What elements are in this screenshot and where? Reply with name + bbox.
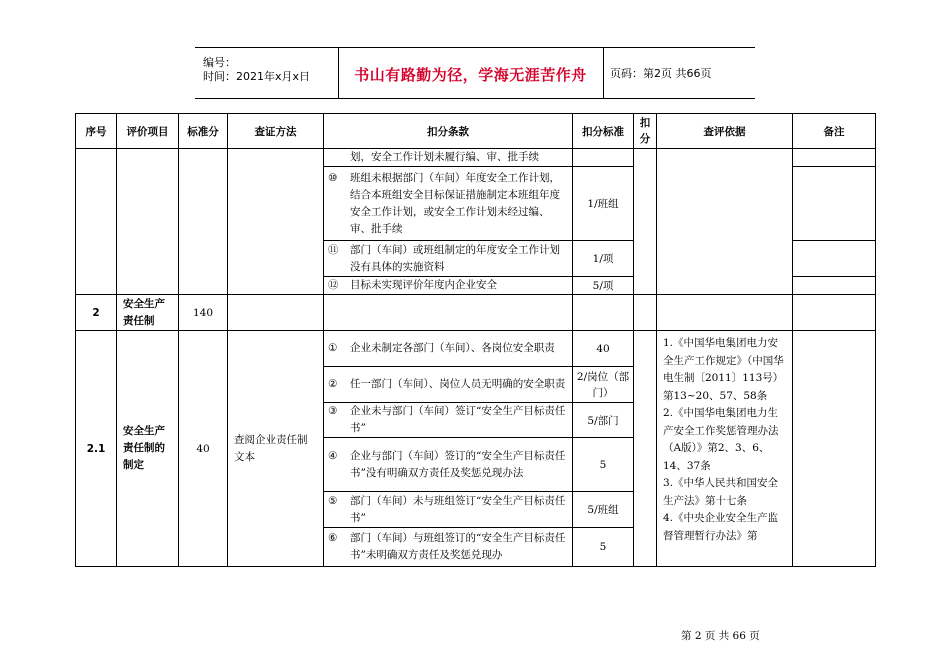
table-header-row [76, 114, 876, 149]
page-footer: 第 2 页 共 66 页 [681, 630, 760, 642]
page-info: 页码：第2页 共66页 [610, 67, 712, 80]
item-cell [117, 149, 179, 295]
clause-cell [324, 492, 573, 528]
clause-number: ⑫ [328, 279, 339, 291]
method-cell [228, 149, 324, 295]
col-header: 序号 [76, 114, 117, 149]
clause-text: 班组未根据部门（车间）年度安全工作计划，结合本班组安全目标保证措施制定本班组年度安全工作计划，或安全工作计划未经过编、审、批手续 [350, 171, 560, 235]
col-header: 扣分条款 [324, 114, 573, 149]
table-row [76, 331, 876, 367]
clause-text: 任一部门（车间）、岗位人员无明确的安全职责 [350, 378, 566, 390]
std-cell: 5 [573, 438, 634, 492]
evaluation-table [75, 113, 876, 567]
std-cell: 40 [573, 331, 634, 367]
item-cell: 安全生产责任制的制定 [117, 331, 179, 567]
motto: 书山有路勤为径，学海无涯苦作舟 [354, 66, 587, 84]
basis-cell [657, 295, 793, 331]
std-cell: 1/项 [573, 241, 634, 277]
remark-cell [793, 331, 876, 567]
std-cell [573, 295, 634, 331]
col-header: 扣分标准 [573, 114, 634, 149]
std-cell: 1/班组 [573, 167, 634, 241]
clause-text: 企业未制定各部门（车间）、各岗位安全职责 [350, 342, 555, 354]
seq-cell: 2 [76, 295, 117, 331]
clause-cell [324, 528, 573, 567]
col-header: 备注 [793, 114, 876, 149]
deduct-cell [634, 331, 657, 567]
seq-cell: 2.1 [76, 331, 117, 567]
method-cell: 查阅企业责任制文本 [228, 331, 324, 567]
deduct-cell [634, 295, 657, 331]
remark-cell [793, 241, 876, 277]
item-cell: 安全生产责任制 [117, 295, 179, 331]
clause-cell [324, 403, 573, 438]
std-cell: 5/班组 [573, 492, 634, 528]
clause-cell [324, 438, 573, 492]
document-header [195, 47, 755, 99]
clause-number: ⑪ [328, 243, 339, 256]
col-header: 标准分 [179, 114, 228, 149]
std-cell: 2/岗位（部门） [573, 367, 634, 403]
clause-number: ⑥ [328, 532, 338, 544]
clause-text: 划，安全工作计划未履行编、审、批手续 [350, 151, 539, 163]
clause-cell [324, 149, 573, 167]
col-header: 评价项目 [117, 114, 179, 149]
clause-text: 部门（车间）与班组签订的“安全生产目标责任书”未明确双方责任及奖惩兑现办 [350, 532, 566, 561]
clause-text: 企业与部门（车间）签订的“安全生产目标责任书”没有明确双方责任及奖惩兑现办法 [350, 449, 566, 479]
col-header: 查评依据 [657, 114, 793, 149]
clause-number: ② [328, 378, 338, 390]
clause-cell [324, 241, 573, 277]
clause-cell [324, 331, 573, 367]
section-row [76, 295, 876, 331]
clause-text: 企业未与部门（车间）签订“安全生产目标责任书” [350, 405, 566, 434]
date-line: 时间：2021年x月x日 [203, 70, 311, 83]
clause-cell [324, 367, 573, 403]
clause-cell [324, 295, 573, 331]
remark-cell [793, 167, 876, 241]
score-cell: 40 [179, 331, 228, 567]
score-cell [179, 149, 228, 295]
clause-number: ⑩ [328, 171, 338, 184]
std-cell: 5 [573, 528, 634, 567]
clause-cell [324, 167, 573, 241]
col-header: 查证方法 [228, 114, 324, 149]
score-cell: 140 [179, 295, 228, 331]
remark-cell [793, 277, 876, 295]
header-page-cell [603, 48, 756, 98]
table-row [76, 149, 876, 167]
clause-text: 目标未实现评价年度内企业安全 [350, 279, 497, 291]
std-cell [573, 149, 634, 167]
basis-cell [657, 149, 793, 295]
basis-cell [657, 331, 793, 567]
clause-number: ④ [328, 449, 338, 462]
seq-cell [76, 149, 117, 295]
clause-text: 部门（车间）或班组制定的年度安全工作计划没有具体的实施资料 [350, 243, 560, 273]
clause-number: ① [328, 342, 338, 354]
basis-text: 1.《中国华电集团电力安全生产工作规定》（中国华电生制〔2011〕113号）第13~20、57、58条 2.《中国华电集团电力生产安全工作奖惩管理办法（A版）》第2、3、6、14、37条 3.《中华人民共和国安全生产法》第十七条 4.《中央企业安全生产监督管理暂行办法》第 [663, 337, 784, 542]
header-meta [195, 48, 339, 98]
remark-cell [793, 295, 876, 331]
remark-cell [793, 149, 876, 167]
number-label: 编号： [203, 56, 236, 69]
clause-text: 部门（车间）未与班组签订“安全生产目标责任书” [350, 494, 566, 524]
clause-cell [324, 277, 573, 295]
clause-number: ⑤ [328, 494, 338, 507]
clause-number: ③ [328, 405, 338, 417]
method-cell [228, 295, 324, 331]
deduct-cell [634, 149, 657, 295]
std-cell: 5/部门 [573, 403, 634, 438]
std-cell: 5/项 [573, 277, 634, 295]
col-header: 扣分 [634, 114, 657, 149]
